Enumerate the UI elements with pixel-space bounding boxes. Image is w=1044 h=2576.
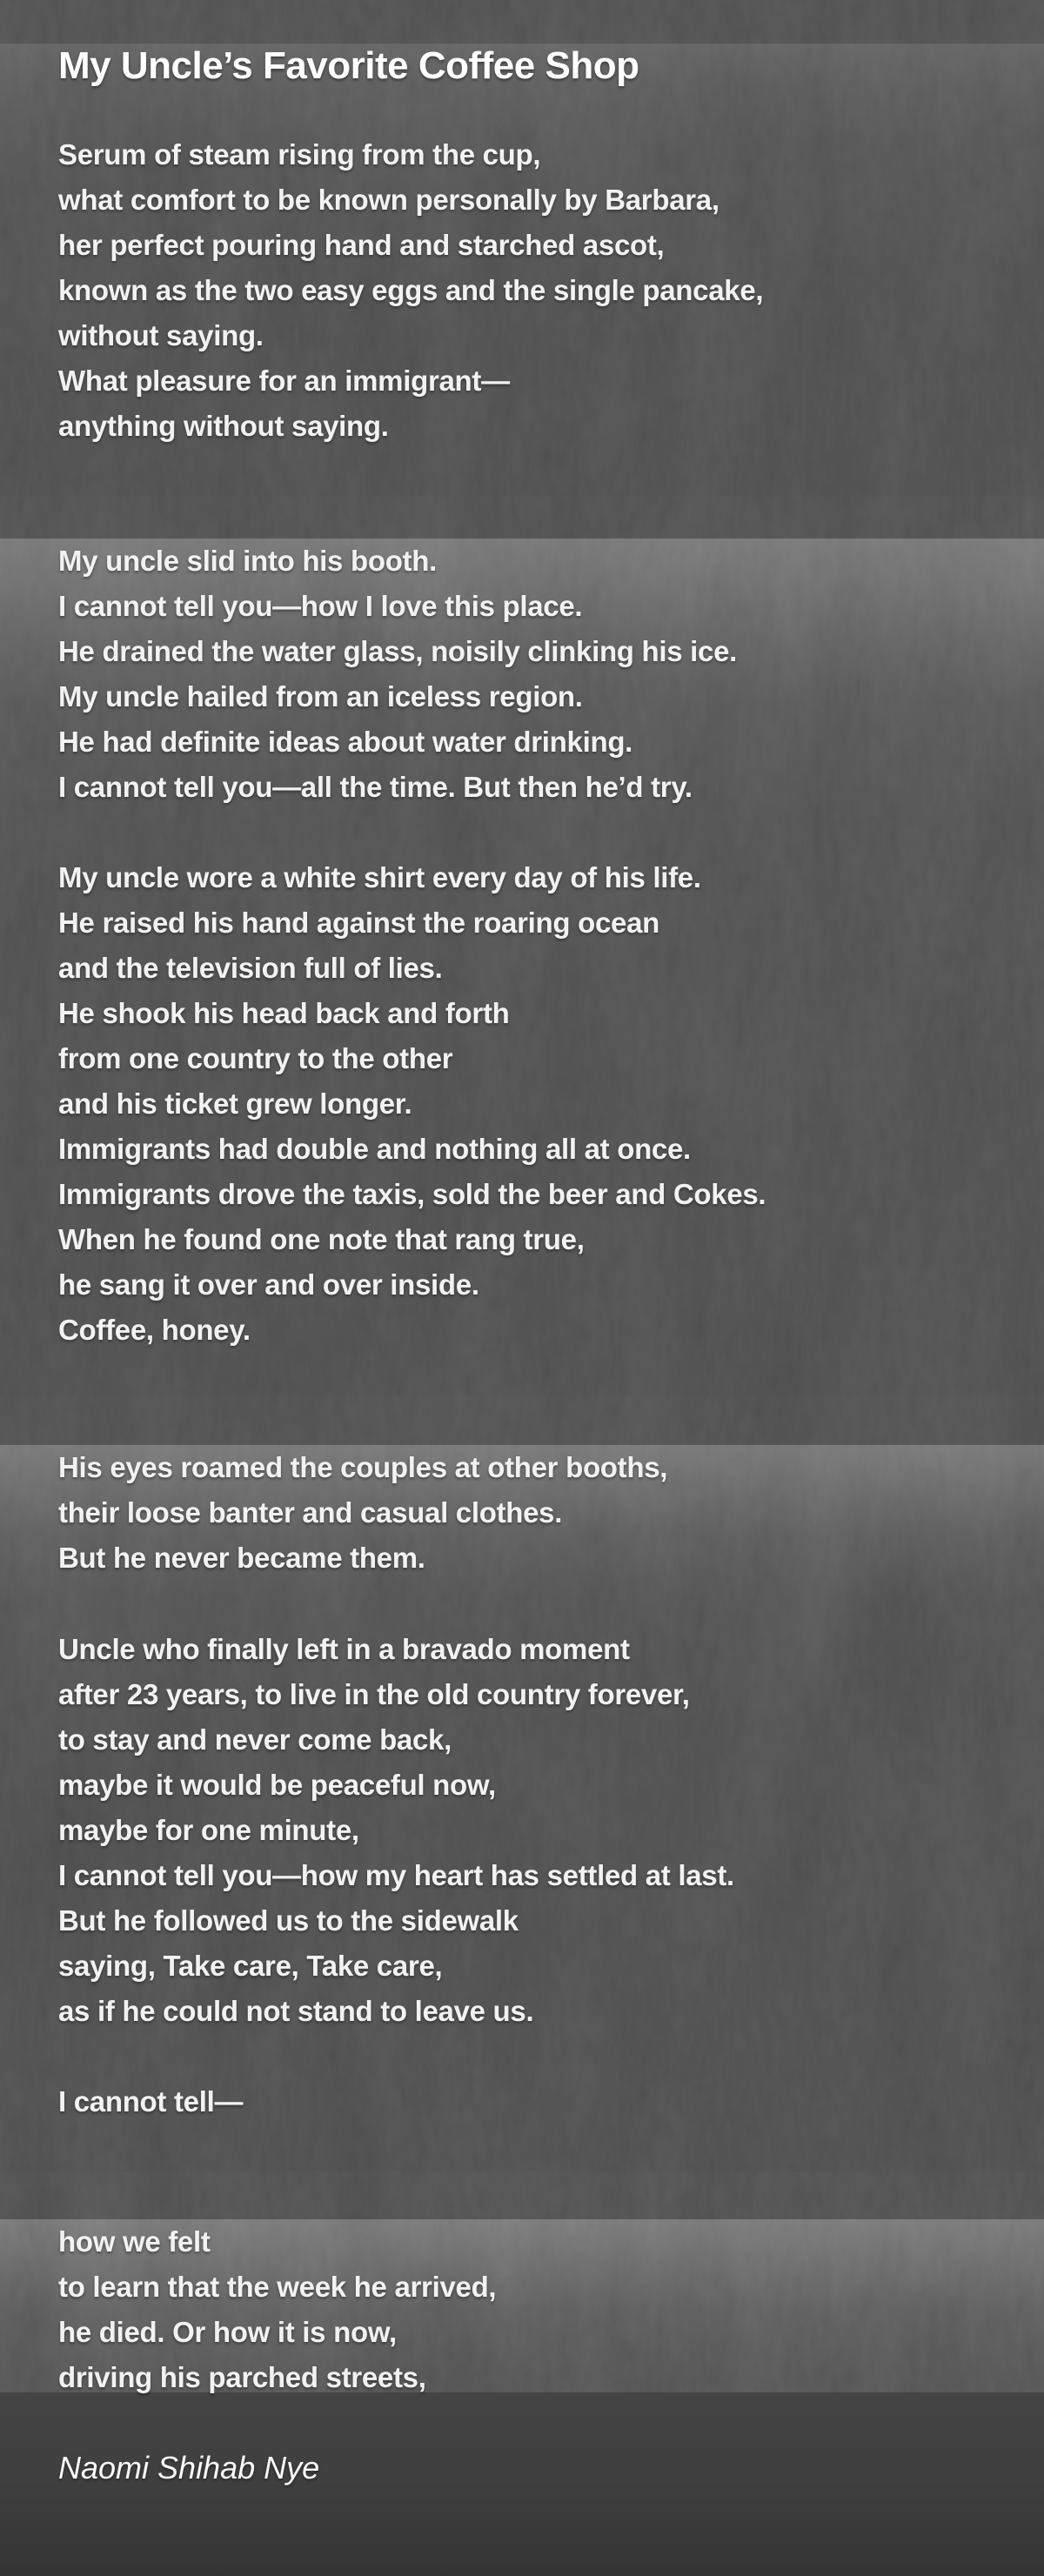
section-stanza7-author <box>0 2219 1044 2576</box>
poem-line: My uncle slid into his booth. <box>58 545 437 577</box>
poem-line: he sang it over and over inside. <box>58 1268 479 1301</box>
poem-line: I cannot tell you—all the time. But then he’d try. <box>58 771 693 803</box>
stanza-2 <box>58 539 1044 810</box>
poem-line: His eyes roamed the couples at other booths, <box>58 1451 668 1483</box>
stanza-4 <box>58 1445 1044 1581</box>
poem-line: My uncle hailed from an iceless region. <box>58 680 583 713</box>
stanza-5 <box>58 1627 1044 2034</box>
stanza-7 <box>58 2219 1044 2400</box>
poem-line: I cannot tell— <box>58 2085 244 2118</box>
poem-line: But he followed us to the sidewalk <box>58 1904 519 1937</box>
section-stanzas4-6 <box>0 1445 1044 2171</box>
poem-line: from one country to the other <box>58 1042 453 1074</box>
poem-line: Immigrants drove the taxis, sold the beer and Cokes. <box>58 1178 766 1210</box>
section-title-stanza1 <box>0 43 1044 496</box>
poem-line: maybe it would be peaceful now, <box>58 1769 496 1801</box>
poem-author: Naomi Shihab Nye <box>58 2450 320 2486</box>
poem-line: Serum of steam rising from the cup, <box>58 138 541 171</box>
poem-line: Uncle who finally left in a bravado moment <box>58 1633 630 1665</box>
poem-line: their loose banter and casual clothes. <box>58 1496 563 1529</box>
poem-line: after 23 years, to live in the old country forever, <box>58 1678 690 1710</box>
poem-line: and the television full of lies. <box>58 952 443 984</box>
poem-line: to learn that the week he arrived, <box>58 2271 497 2303</box>
poem-line: He drained the water glass, noisily clinking his ice. <box>58 635 738 667</box>
poem-line: What pleasure for an immigrant— <box>58 365 510 397</box>
poem-line: as if he could not stand to leave us. <box>58 1995 534 2027</box>
poem-line: driving his parched streets, <box>58 2361 426 2393</box>
section-stanzas2-3 <box>0 539 1044 1395</box>
poem-line: saying, Take care, Take care, <box>58 1950 443 1982</box>
stanza-1 <box>58 132 1044 449</box>
poem-line: He had definite ideas about water drinking. <box>58 726 633 758</box>
poem-line: and his ticket grew longer. <box>58 1087 412 1120</box>
poem-line: how we felt <box>58 2225 211 2258</box>
poem-line: I cannot tell you—how I love this place. <box>58 590 583 622</box>
poem-line: Immigrants had double and nothing all at once. <box>58 1133 691 1165</box>
poem-line: When he found one note that rang true, <box>58 1223 585 1255</box>
poem-line: He shook his head back and forth <box>58 997 510 1029</box>
poem-line: My uncle wore a white shirt every day of his life. <box>58 861 701 893</box>
poem-line: without saying. <box>58 319 264 351</box>
poem-line: known as the two easy eggs and the single pancake, <box>58 274 764 306</box>
poem-line: He raised his hand against the roaring ocean <box>58 907 659 939</box>
stanza-6 <box>58 2079 1044 2124</box>
poem-line: Coffee, honey. <box>58 1314 251 1346</box>
stanza-3 <box>58 855 1044 1353</box>
poem-line: what comfort to be known personally by Barbara, <box>58 184 719 216</box>
poem-line: anything without saying. <box>58 410 389 442</box>
poem-title: My Uncle’s Favorite Coffee Shop <box>58 44 639 87</box>
poem-line: to stay and never come back, <box>58 1723 452 1756</box>
poem-line: her perfect pouring hand and starched ascot, <box>58 229 665 261</box>
poem-line: But he never became them. <box>58 1542 425 1574</box>
poem-line: he died. Or how it is now, <box>58 2316 397 2348</box>
poem-line: maybe for one minute, <box>58 1814 359 1846</box>
poem-line: I cannot tell you—how my heart has settled at last. <box>58 1859 734 1891</box>
